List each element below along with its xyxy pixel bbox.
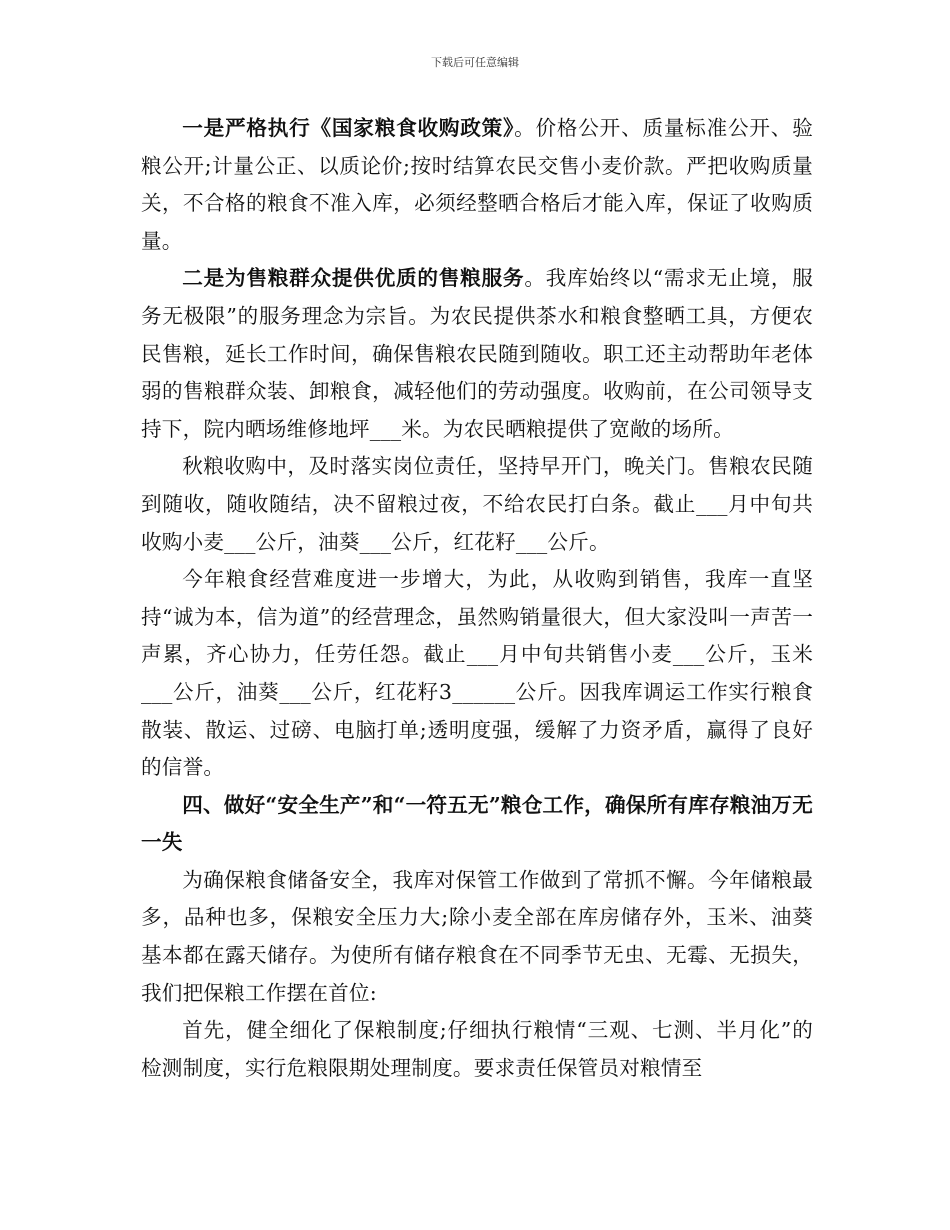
page-header: 下载后可任意编辑 <box>431 56 519 69</box>
paragraph-lead: 一是严格执行《国家粮食收购政策》 <box>182 116 515 140</box>
paragraph-text: 。价格公开、质量标准公开、验粮公开;计量公正、以质论价;按时结算农民交售小麦价款。严把收购质量关，不合格的粮食不准入库，必须经整晒合格后才能入库，保证了收购质量。 <box>141 116 813 253</box>
paragraph-storage-rules <box>141 1012 813 1087</box>
paragraph-text: 首先，健全细化了保粮制度;仔细执行粮情“三观、七测、半月化”的检测制度，实行危粮限期处理制度。要求责任保管员对粮情至 <box>141 1018 813 1080</box>
paragraph-text: 今年粮食经营难度进一步增大，为此，从收购到销售，我库一直坚持“诚为本，信为道”的经营理念，虽然购销量很大，但大家没叫一声苦一声累，齐心协力，任劳任怨。截止___月中旬共销售小麦___公斤，玉米___公斤，油葵___公斤，红花籽3______公斤。因我库调运工作实行粮食散装、散运、过磅、电脑打单;透明度强，缓解了力资矛盾，赢得了良好的信誉。 <box>141 567 813 780</box>
paragraph-purchase-policy <box>141 110 813 260</box>
paragraph-text: 为确保粮食储备安全，我库对保管工作做到了常抓不懈。今年储粮最多，品种也多，保粮安全压力大;除小麦全部在库房储存外，玉米、油葵基本都在露天储存。为使所有储存粮食在不同季节无虫、无霉、无损失，我们把保粮工作摆在首位: <box>141 867 813 1005</box>
paragraph-service <box>141 260 813 448</box>
paragraph-operations <box>141 561 813 787</box>
paragraph-text: 。我库始终以“需求无止境，服务无极限”的服务理念为宗旨。为农民提供茶水和粮食整晒工具，方便农民售粮，延长工作时间，确保售粮农民随到随收。职工还主动帮助年老体弱的售粮群众装、卸粮食，减轻他们的劳动强度。收购前，在公司领导支持下，院内晒场维修地坪___米。为农民晒粮提供了宽敞的场所。 <box>141 266 814 441</box>
section-heading: 四、做好“安全生产”和“一符五无”粮仓工作，确保所有库存粮油万无一失 <box>141 792 813 855</box>
paragraph-autumn-purchase <box>141 448 813 561</box>
paragraph-storage-safety <box>141 862 813 1012</box>
document-body <box>141 110 813 1087</box>
paragraph-lead: 二是为售粮群众提供优质的售粮服务 <box>182 266 525 291</box>
paragraph-text: 秋粮收购中，及时落实岗位责任，坚持早开门，晚关门。售粮农民随到随收，随收随结，决不留粮过夜，不给农民打白条。截止___月中旬共收购小麦___公斤，油葵___公斤，红花籽___公斤。 <box>141 454 813 554</box>
